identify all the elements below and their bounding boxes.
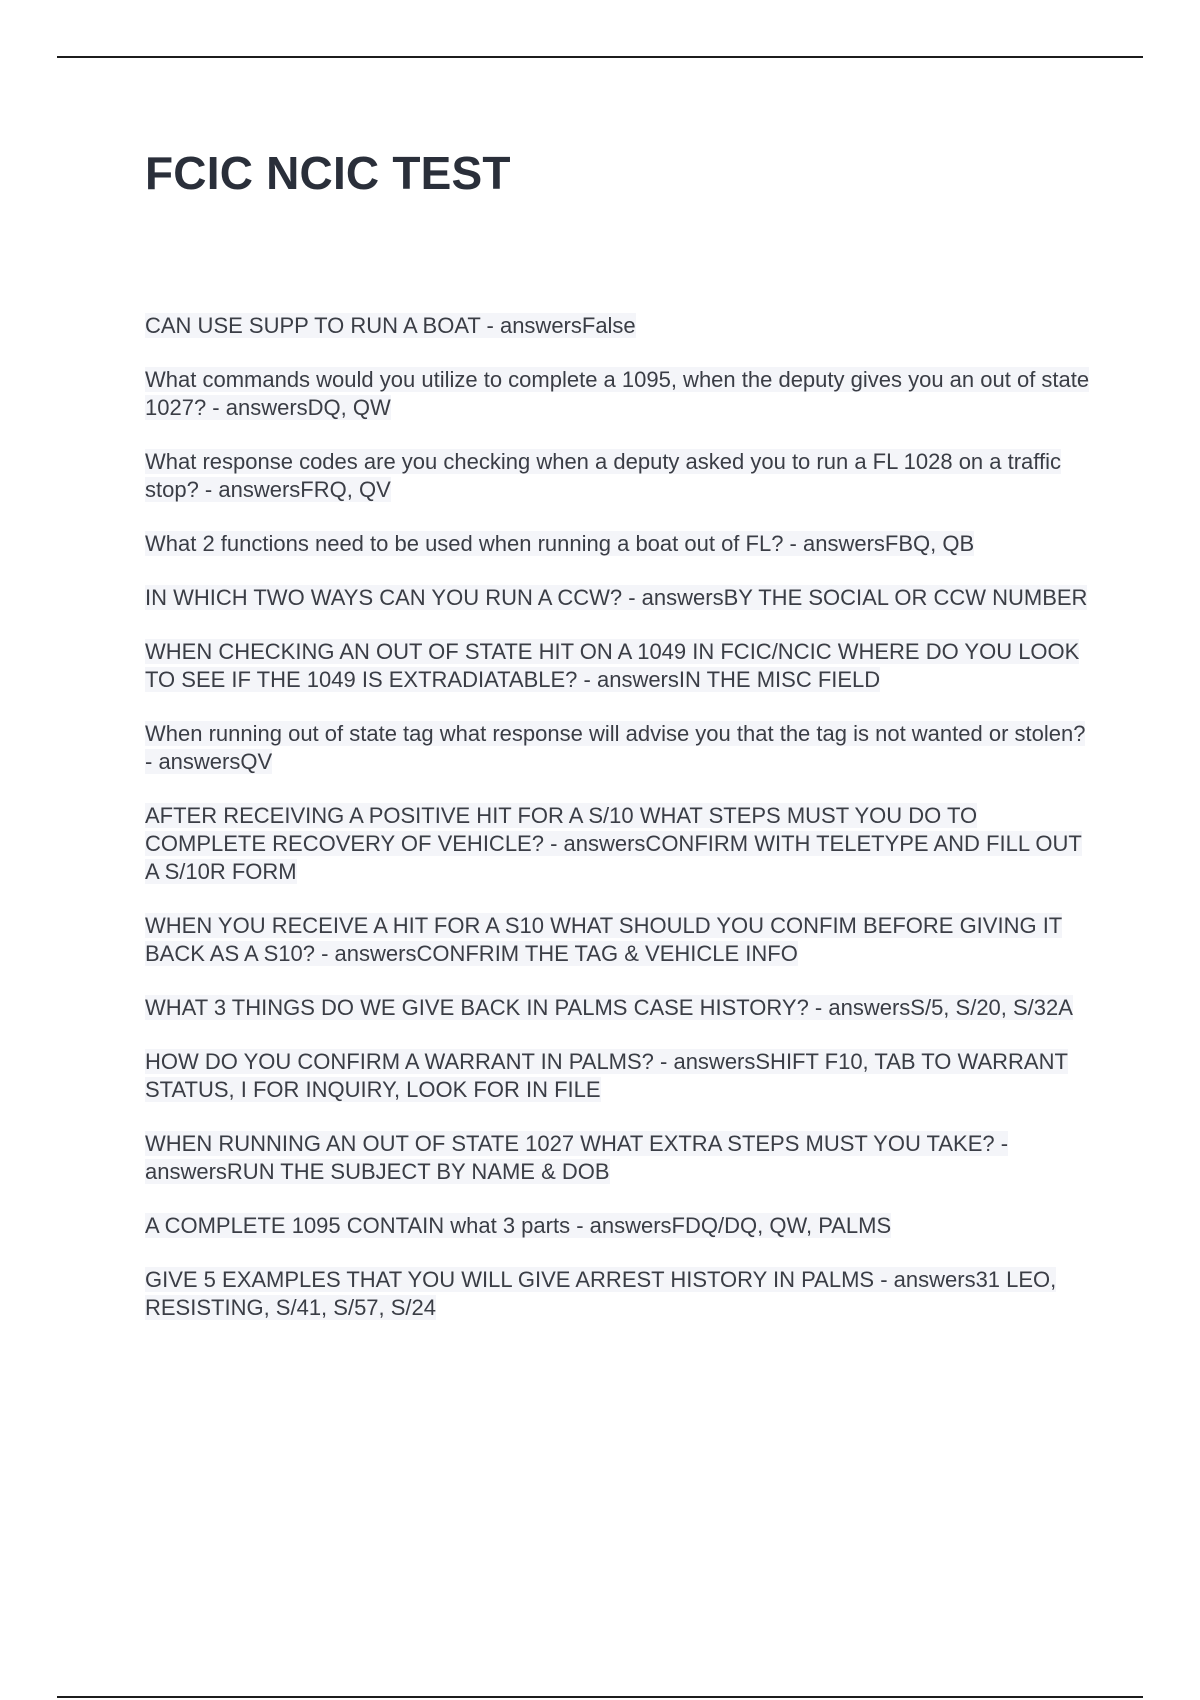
qa-item	[145, 1266, 1095, 1322]
qa-item	[145, 720, 1095, 776]
qa-item-text: What 2 functions need to be used when running a boat out of FL? - answersFBQ, QB	[145, 531, 975, 556]
qa-item	[145, 1048, 1095, 1104]
qa-item	[145, 584, 1095, 612]
qa-list	[145, 312, 1095, 1348]
qa-item-text: WHAT 3 THINGS DO WE GIVE BACK IN PALMS CASE HISTORY? - answersS/5, S/20, S/32A	[145, 995, 1073, 1020]
qa-item-text: WHEN YOU RECEIVE A HIT FOR A S10 WHAT SHOULD YOU CONFIM BEFORE GIVING IT BACK AS A S10? - answersCONFRIM THE TAG & VEHICLE INFO	[145, 913, 1063, 966]
qa-item	[145, 638, 1095, 694]
qa-item	[145, 448, 1095, 504]
qa-item	[145, 366, 1095, 422]
qa-item	[145, 312, 1095, 340]
qa-item-text: AFTER RECEIVING A POSITIVE HIT FOR A S/10 WHAT STEPS MUST YOU DO TO COMPLETE RECOVERY OF VEHICLE? - answersCONFIRM WITH TELETYPE AND FILL OUT A S/10R FORM	[145, 803, 1082, 884]
qa-item-text: IN WHICH TWO WAYS CAN YOU RUN A CCW? - answersBY THE SOCIAL OR CCW NUMBER	[145, 585, 1088, 610]
qa-item-text: WHEN CHECKING AN OUT OF STATE HIT ON A 1049 IN FCIC/NCIC WHERE DO YOU LOOK TO SEE IF THE 1049 IS EXTRADIATABLE? - answersIN THE MISC FIELD	[145, 639, 1080, 692]
qa-item	[145, 530, 1095, 558]
qa-item	[145, 802, 1095, 886]
qa-item-text: CAN USE SUPP TO RUN A BOAT - answersFalse	[145, 313, 636, 338]
qa-item-text: When running out of state tag what response will advise you that the tag is not wanted or stolen? - answersQV	[145, 721, 1086, 774]
qa-item-text: A COMPLETE 1095 CONTAIN what 3 parts - answersFDQ/DQ, QW, PALMS	[145, 1213, 892, 1238]
qa-item	[145, 994, 1095, 1022]
qa-item-text: What commands would you utilize to complete a 1095, when the deputy gives you an out of state 1027? - answersDQ, QW	[145, 367, 1090, 420]
document-title: FCIC NCIC TEST	[145, 147, 511, 199]
qa-item-text: GIVE 5 EXAMPLES THAT YOU WILL GIVE ARREST HISTORY IN PALMS - answers31 LEO, RESISTING, S/41, S/57, S/24	[145, 1267, 1057, 1320]
qa-item-text: What response codes are you checking when a deputy asked you to run a FL 1028 on a traffic stop? - answersFRQ, QV	[145, 449, 1062, 502]
qa-item-text: HOW DO YOU CONFIRM A WARRANT IN PALMS? - answersSHIFT F10, TAB TO WARRANT STATUS, I FOR INQUIRY, LOOK FOR IN FILE	[145, 1049, 1068, 1102]
qa-item-text: WHEN RUNNING AN OUT OF STATE 1027 WHAT EXTRA STEPS MUST YOU TAKE? - answersRUN THE SUBJECT BY NAME & DOB	[145, 1131, 1009, 1184]
qa-item	[145, 1212, 1095, 1240]
qa-item	[145, 1130, 1095, 1186]
top-rule	[57, 56, 1143, 58]
qa-item	[145, 912, 1095, 968]
bottom-rule	[57, 1696, 1143, 1698]
